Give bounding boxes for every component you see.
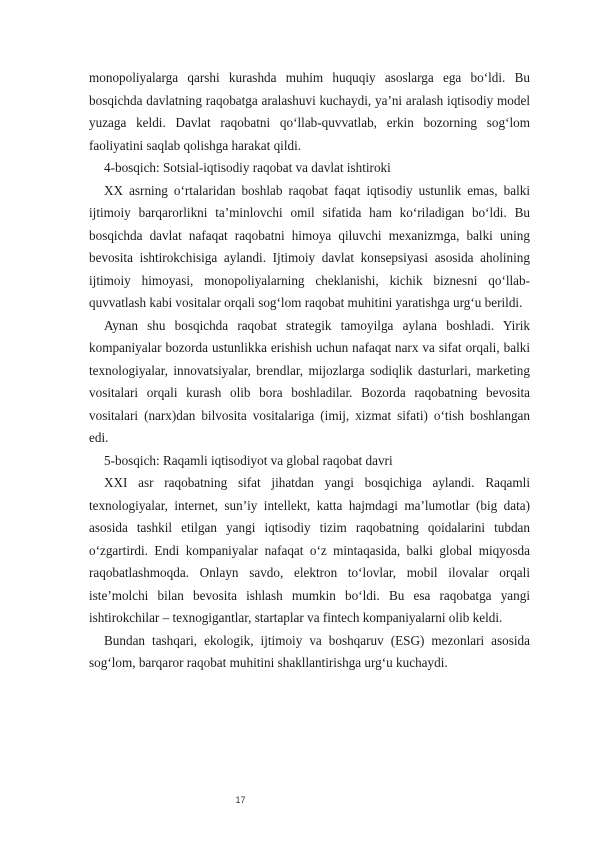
paragraph-digital-economy: XXI asr raqobatning sifat jihatdan yangi bosqichiga aylandi. Raqamli texnologiyalar, internet, sun’iy intellekt, katta hajmdagi ma’lumotlar (big data) asosida tashkil etilgan yangi iqtisodiy tizim raqobatning qoidalarini tubdan o‘zgartirdi. Endi kompaniyalar nafaqat o‘z mintaqasida, balki global miqyosda raqobatlashmoqda. Onlayn savdo, elektron to‘lovlar, mobil ilovalar orqali iste’molchi bilan bevosita ishlash mumkin bo‘ldi. Bu esa raqobatga yangi ishtirokchilar – texnogigantlar, startaplar va fintech kompaniyalarni olib keldi.	[89, 475, 530, 625]
document-page	[89, 67, 530, 675]
page-number: 17	[235, 795, 246, 805]
paragraph-social-economic-competition: XX asrning o‘rtalaridan boshlab raqobat faqat iqtisodiy ustunlik emas, balki ijtimoiy barqarorlikni ta’minlovchi omil sifatida ham ko‘riladigan bo‘ldi. Bu bosqichda davlat nafaqat raqobatni himoya qiluvchi mexanizmga, balki uning bevosita ishtirokchisiga aylandi. Ijtimoiy davlat konsepsiyasi asosida aholining ijtimoiy himoyasi, monopoliyalarning cheklanishi, kichik biznesni qo‘llab-quvvatlash kabi vositalar orqali sog‘lom raqobat muhitini yaratishga urg‘u berildi.	[89, 182, 530, 310]
paragraph-esg: Bundan tashqari, ekologik, ijtimoiy va boshqaruv (ESG) mezonlari asosida sog‘lom, barqaror raqobat muhitini shakllantirishga urg‘u kuchaydi.	[89, 632, 530, 670]
section-heading-stage-4: 4-bosqich: Sotsial-iqtisodiy raqobat va davlat ishtiroki	[104, 160, 391, 175]
section-heading-stage-5: 5-bosqich: Raqamli iqtisodiyot va global raqobat davri	[104, 452, 393, 468]
paragraph-strategic-principle: Aynan shu bosqichda raqobat strategik tamoyilga aylana boshladi. Yirik kompaniyalar bozorda ustunlikka erishish uchun nafaqat narx va sifat orqali, balki texnologiyalar, innovatsiyalar, brendlar, mijozlarga sodiqlik dasturlari, marketing vositalari orqali kurash olib bora boshladilar. Bozorda raqobatning bevosita vositalari (narx)dan bilvosita vositalariga (imij, xizmat sifati) o‘tish boshlangan edi.	[89, 317, 530, 445]
paragraph-continuation: monopoliyalarga qarshi kurashda muhim huquqiy asoslarga ega bo‘ldi. Bu bosqichda davlatning raqobatga aralashuvi kuchaydi, ya’ni aralash iqtisodiy model yuzaga keldi. Davlat raqobatni qo‘llab-quvvatlab, erkin bozorning sog‘lom faoliyatini saqlab qolishga harakat qildi.	[89, 70, 530, 153]
